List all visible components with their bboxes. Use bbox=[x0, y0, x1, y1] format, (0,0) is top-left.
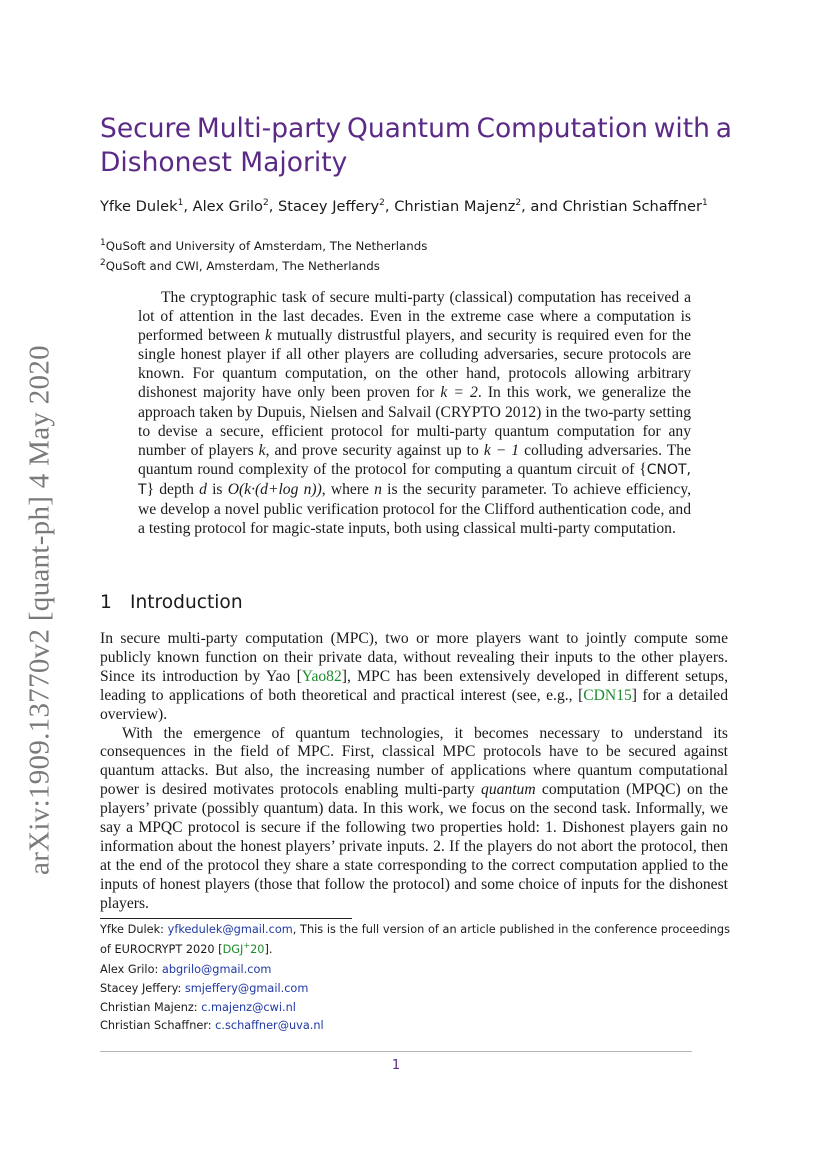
section-number: 1 bbox=[100, 592, 112, 613]
arxiv-identifier: arXiv:1909.13770v2 [quant-ph] 4 May 2020 bbox=[23, 345, 56, 875]
affiliation-2 bbox=[100, 258, 380, 273]
author-affiliation-mark: 2 bbox=[262, 198, 269, 209]
email-link[interactable]: c.majenz@cwi.nl bbox=[201, 1000, 296, 1014]
section-heading bbox=[100, 592, 243, 613]
title-line-1 bbox=[100, 112, 732, 146]
citation-link-cdn[interactable]: CDN15 bbox=[583, 686, 632, 704]
author-name: Christian Majenz bbox=[394, 198, 516, 215]
title-word: with bbox=[653, 113, 710, 144]
section-title: Introduction bbox=[130, 592, 243, 613]
paper-title bbox=[100, 112, 732, 180]
affiliation-1 bbox=[100, 238, 427, 253]
footnote-dulek: Yfke Dulek: yfkedulek@gmail.com, This is the full version of an article published in the conference proceedings of EUROCRYPT 2020 [DGJ+20]. bbox=[100, 923, 730, 956]
title-word: Multi-party bbox=[196, 113, 342, 144]
footnote-jeffery: Stacey Jeffery: smjeffery@gmail.com bbox=[100, 981, 309, 995]
citation-link-yao[interactable]: Yao82 bbox=[301, 667, 342, 685]
email-link[interactable]: abgrilo@gmail.com bbox=[161, 963, 272, 977]
citation-link-dgj[interactable]: DGJ+20 bbox=[222, 940, 265, 956]
author-affiliation-mark: 1 bbox=[177, 198, 184, 209]
math-expr: k = 2 bbox=[440, 384, 478, 402]
footnote-rule bbox=[100, 918, 352, 919]
author-separator: , bbox=[384, 198, 395, 215]
intro-paragraph-2: With the emergence of quantum technologies, it becomes necessary to understand its consequences in the field of MPC. First, classical MPC protocols have to be secured against quantum attacks. But also, the increasing number of applications where quantum computational power is desired motivates protocols enabling multi-party quantum computation (MPQC) on the players’ private (possibly quantum) data. In this work, we focus on the second task. Informally, we say a MPQC protocol is secure if the following two properties hold: 1. Dishonest players gain no information about the honest players’ private inputs. 2. If the players do not abort the protocol, then at the end of the protocol they share a state corresponding to the correct computation applied to the inputs of honest players (those that follow the protocol) and some choice of inputs for the dishonest players. bbox=[100, 724, 728, 912]
footnote-schaffner: Christian Schaffner: c.schaffner@uva.nl bbox=[100, 1019, 324, 1033]
author-affiliation-mark: 2 bbox=[379, 198, 385, 209]
author-affiliation-mark: 2 bbox=[515, 198, 522, 209]
math-expr: k − 1 bbox=[483, 441, 520, 459]
author-list bbox=[100, 198, 708, 215]
affiliation-mark: 2 bbox=[100, 258, 106, 268]
author-name: Christian Schaffner bbox=[562, 198, 702, 215]
emphasis: quantum bbox=[481, 781, 536, 799]
abstract bbox=[138, 288, 691, 538]
author-separator: , bbox=[183, 198, 193, 215]
author-separator: , bbox=[268, 198, 278, 215]
footnote-majenz: Christian Majenz: c.majenz@cwi.nl bbox=[100, 1000, 296, 1014]
author-name: Alex Grilo bbox=[192, 198, 263, 215]
math-var: k bbox=[258, 441, 266, 459]
author-affiliation-mark: 1 bbox=[701, 198, 708, 209]
gate-set: CNOT, T bbox=[138, 461, 691, 498]
author-separator: , and bbox=[521, 198, 563, 215]
arxiv-stamp bbox=[10, 345, 70, 875]
title-line-2: Dishonest Majority bbox=[100, 147, 348, 178]
email-link[interactable]: yfkedulek@gmail.com bbox=[167, 923, 293, 936]
affiliation-text: QuSoft and University of Amsterdam, The Netherlands bbox=[105, 238, 428, 253]
abstract-paragraph: The cryptographic task of secure multi-party (classical) computation has received a lot of attention in the last decades. Even in the extreme case where a computation is performed between k mutually distrustful players, and security is required even for the single honest player if all other players are colluding adversaries, secure protocols are known. For quantum computation, on the other hand, protocols allowing arbitrary dishonest majority have only been proven for k = 2. In this work, we generalize the approach taken by Dupuis, Nielsen and Salvail (CRYPTO 2012) in the two-party setting to devise a secure, efficient protocol for multi-party quantum computation for any number of players k, and prove security against up to k − 1 colluding adversaries. The quantum round complexity of the protocol for computing a quantum circuit of {CNOT, T} depth d is O(k·(d+log n)), where n is the security parameter. To achieve efficiency, we develop a novel public verification protocol for the Clifford authentication code, and a testing protocol for magic-state inputs, both using classical multi-party computation. bbox=[138, 289, 692, 538]
affiliation-mark: 1 bbox=[100, 238, 106, 248]
title-word: Quantum bbox=[346, 113, 471, 144]
introduction-body bbox=[100, 630, 728, 914]
math-var: n bbox=[374, 480, 382, 498]
footnotes bbox=[100, 922, 730, 1036]
intro-paragraph-1: In secure multi-party computation (MPC), two or more players want to jointly compute some publicly known function on their private data, without revealing their inputs to the other players. Since its introduction by Yao [Yao82], MPC has been extensively developed in different setups, leading to applications of both theoretical and practical interest (see, e.g., [CDN15] for a detailed overview). bbox=[100, 630, 728, 723]
page-footer-rule bbox=[100, 1051, 692, 1052]
math-var: k bbox=[265, 327, 272, 345]
page-number: 1 bbox=[391, 1058, 401, 1073]
email-link[interactable]: c.schaffner@uva.nl bbox=[215, 1019, 324, 1033]
author-name: Yfke Dulek bbox=[100, 198, 178, 215]
math-var: d bbox=[199, 480, 207, 498]
title-word: Computation bbox=[476, 113, 648, 144]
email-link[interactable]: smjeffery@gmail.com bbox=[184, 981, 309, 995]
title-word: Secure bbox=[100, 113, 192, 144]
title-word: a bbox=[715, 113, 732, 144]
affiliation-text: QuSoft and CWI, Amsterdam, The Netherlands bbox=[105, 258, 380, 273]
math-expr: O(k·(d+log n)) bbox=[227, 480, 322, 498]
author-name: Stacey Jeffery bbox=[278, 198, 380, 215]
footnote-grilo: Alex Grilo: abgrilo@gmail.com bbox=[100, 963, 272, 977]
